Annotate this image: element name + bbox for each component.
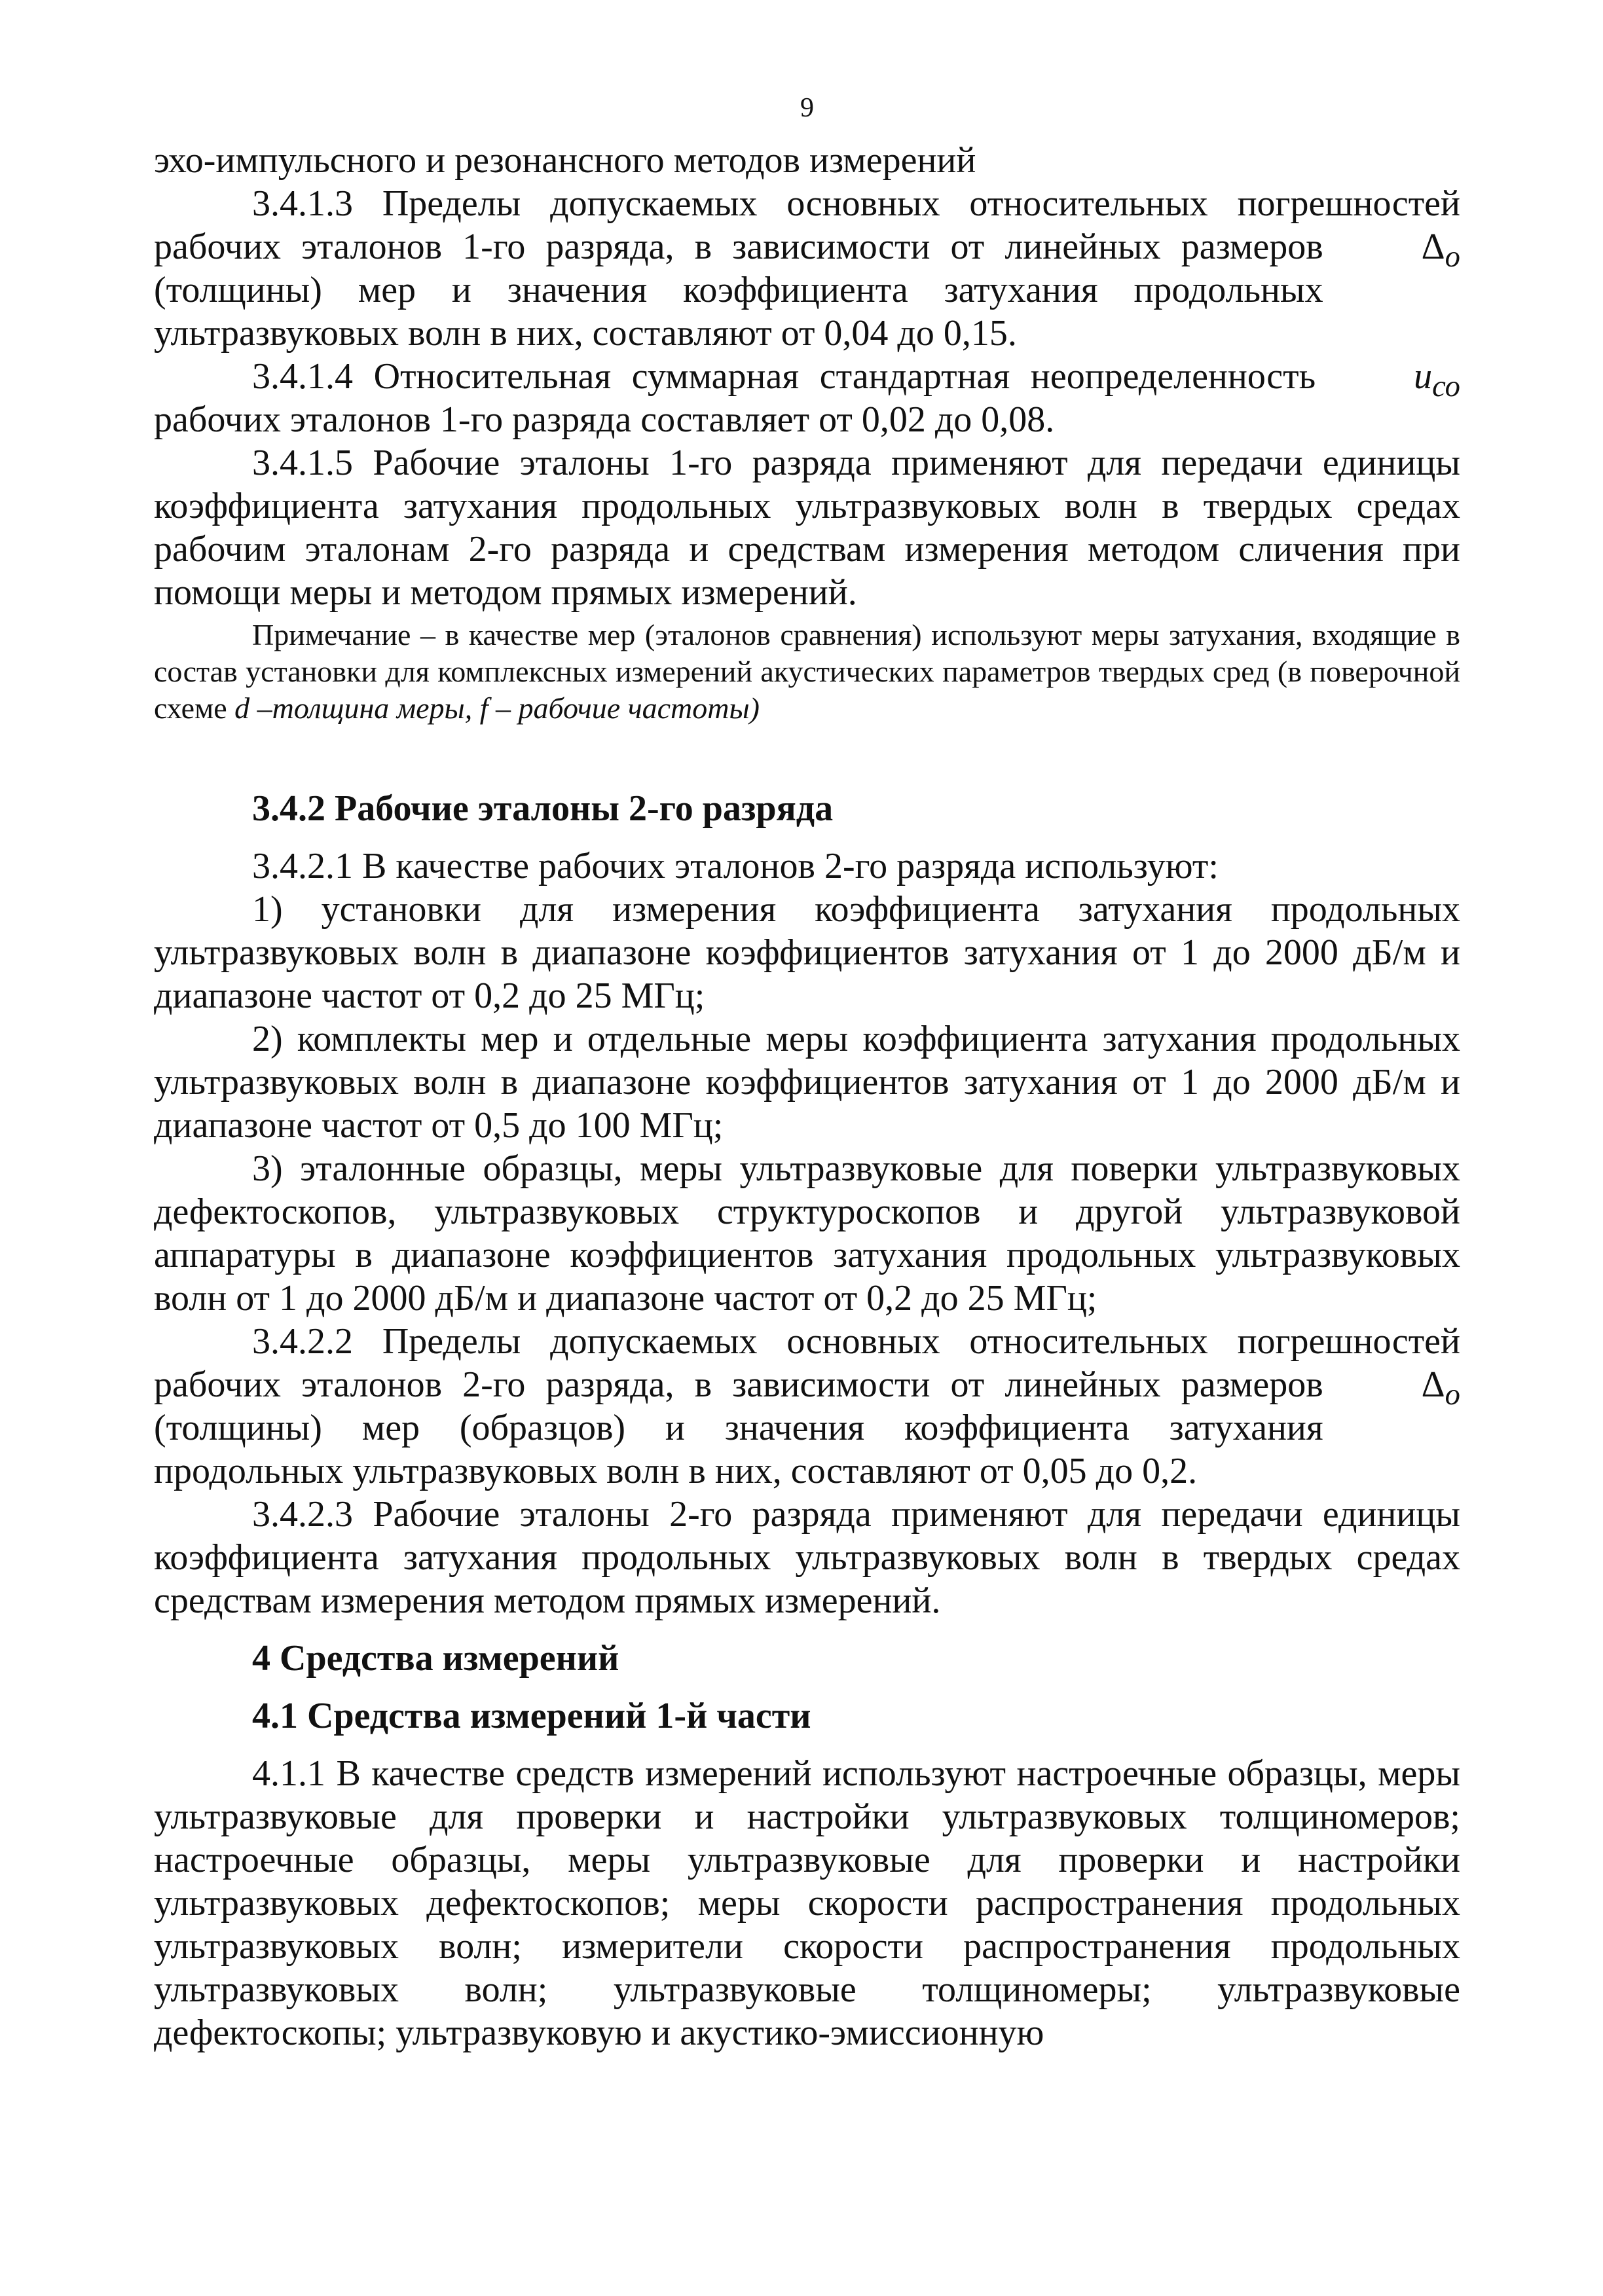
paragraph-3-4-1-4 xyxy=(154,355,1460,441)
note xyxy=(154,617,1460,727)
heading-4-1: 4.1 Средства измерений 1-й части xyxy=(252,1696,811,1736)
list-item: 3) эталонные образцы, меры ультразвуковые для поверки ультразвуковых дефектоскопов, ультразвуковых структуроскопов и другой ультразвуковой аппаратуры в диапазоне коэффициентов затухания продольных ультразвуковых волн от 1 до 2000 дБ/м и диапазоне частот от 0,2 до 25 МГц; xyxy=(154,1148,1460,1319)
paragraph-3-4-1-3 xyxy=(154,182,1460,355)
paragraph-continuation: эхо-импульсного и резонансного методов измерений xyxy=(154,140,976,181)
paragraph-3-4-1-3-text: 3.4.1.3 Пределы допускаемых основных относительных погрешностей xyxy=(252,183,1460,224)
heading-4: 4 Средства измерений xyxy=(252,1638,619,1679)
paragraph-3-4-2-1: 3.4.2.1 В качестве рабочих эталонов 2-го разряда используют: xyxy=(252,846,1219,886)
delta-o-symbol: $\Delta_о$ xyxy=(1421,1364,1460,1412)
paragraph-3-4-2-2 xyxy=(154,1320,1460,1493)
list-item: 2) комплекты мер и отдельные меры коэффициента затухания продольных ультразвуковых волн в диапазоне коэффициентов затухания от 1 до 2000 дБ/м и диапазоне частот от 0,5 до 100 МГц; xyxy=(154,1019,1460,1146)
note-text: Примечание – в качестве мер (эталонов сравнения) используют меры затухания, входящие в состав установки для комплексных измерений акустических параметров твердых сред (в поверочной схеме xyxy=(154,618,1460,725)
paragraph-3-4-1-4-text: 3.4.1.4 Относительная суммарная стандартная неопределенность xyxy=(252,356,1316,397)
list-item: 1) установки для измерения коэффициента затухания продольных ультразвуковых волн в диапазоне коэффициентов затухания от 1 до 2000 дБ/м и диапазоне частот от 0,2 до 25 МГц; xyxy=(154,889,1460,1016)
paragraph-3-4-1-5: 3.4.1.5 Рабочие эталоны 1-го разряда применяют для передачи единицы коэффициента затухания продольных ультразвуковых волн в твердых средах рабочим эталонам 2-го разряда и средствам измерения методом сличения при помощи меры и методом прямых измерений. xyxy=(154,443,1460,613)
heading-3-4-2: 3.4.2 Рабочие эталоны 2-го разряда xyxy=(252,788,834,829)
note-italic: d –толщина меры, f – рабочие частоты) xyxy=(234,691,760,725)
delta-o-symbol: $\Delta_о$ xyxy=(1421,227,1460,274)
paragraph-3-4-1-4-rest: рабочих эталонов 1-го разряда составляет от 0,02 до 0,08. xyxy=(154,399,1055,440)
document-page xyxy=(154,92,1460,2054)
paragraph-3-4-1-3-rest: рабочих эталонов 1-го разряда, в зависимости от линейных размеров (толщины) мер и значения коэффициента затухания продольных ультразвуковых волн в них, составляют от 0,04 до 0,15. xyxy=(154,227,1323,354)
paragraph-4-1-1: 4.1.1 В качестве средств измерений используют настроечные образцы, меры ультразвуковые для проверки и настройки ультразвуковых толщиномеров; настроечные образцы, меры ультразвуковые для проверки и настройки ультразвуковых дефектоскопов; меры скорости распространения продольных ультразвуковых волн; измерители скорости распространения продольных ультразвуковых волн; ультразвуковые толщиномеры; ультразвуковые дефектоскопы; ультразвуковую и акустико-эмиссионную xyxy=(154,1753,1460,2053)
paragraph-3-4-2-2-rest: рабочих эталонов 2-го разряда, в зависимости от линейных размеров (толщины) мер (образцов) и значения коэффициента затухания продольных ультразвуковых волн в них, составляют от 0,05 до 0,2. xyxy=(154,1364,1323,1491)
paragraph-3-4-2-2-text: 3.4.2.2 Пределы допускаемых основных относительных погрешностей xyxy=(252,1321,1460,1362)
u-co-symbol: $u_{со}$ xyxy=(1414,356,1460,404)
paragraph-3-4-2-3: 3.4.2.3 Рабочие эталоны 2-го разряда применяют для передачи единицы коэффициента затухания продольных ультразвуковых волн в твердых средах средствам измерения методом прямых измерений. xyxy=(154,1494,1460,1621)
page-number: 9 xyxy=(800,93,814,123)
